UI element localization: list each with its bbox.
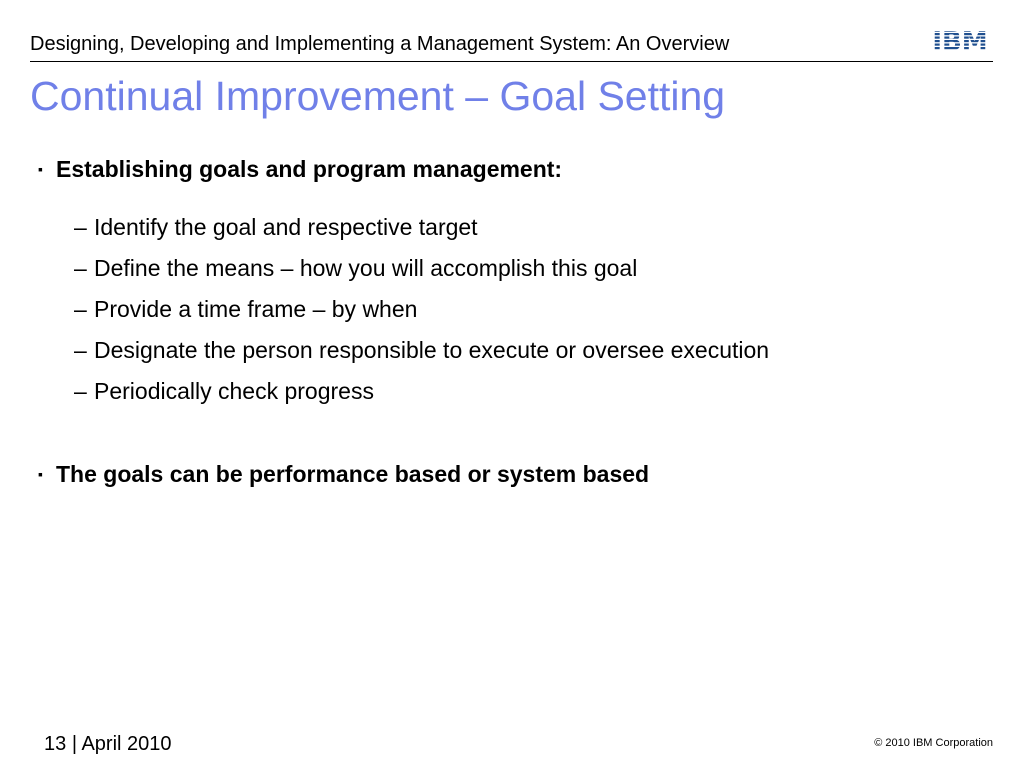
bullet-goals-types <box>38 460 649 488</box>
bullet-text: Establishing goals and program management: <box>56 156 563 182</box>
square-bullet-icon: ▪ <box>38 466 43 482</box>
sub-bullet-item <box>74 377 769 418</box>
sub-bullet-text: Periodically check progress <box>94 378 374 404</box>
sub-bullet-text: Provide a time frame – by when <box>94 296 418 322</box>
sub-bullet-item <box>74 295 769 336</box>
sub-bullet-item <box>74 336 769 377</box>
footer-separator: | <box>71 733 78 755</box>
dash-bullet-icon: – <box>74 255 87 281</box>
dash-bullet-icon: – <box>74 296 87 322</box>
sub-bullet-text: Define the means – how you will accomplish this goal <box>94 255 638 281</box>
sub-bullet-list <box>74 213 769 418</box>
sub-bullet-text: Identify the goal and respective target <box>94 214 478 240</box>
dash-bullet-icon: – <box>74 337 87 363</box>
sub-bullet-item <box>74 254 769 295</box>
ibm-logo-fill <box>926 26 994 54</box>
bullet-text: The goals can be performance based or system based <box>56 461 650 487</box>
square-bullet-icon: ▪ <box>38 161 43 177</box>
footer-date: April 2010 <box>81 733 172 755</box>
page-number: 13 <box>44 733 67 755</box>
dash-bullet-icon: – <box>74 378 87 404</box>
presentation-title: Designing, Developing and Implementing a Management System: An Overview <box>30 33 730 55</box>
dash-bullet-icon: – <box>74 214 87 240</box>
sub-bullet-item <box>74 213 769 254</box>
ibm-logo <box>926 26 994 54</box>
sub-bullet-text: Designate the person responsible to execute or oversee execution <box>94 337 770 363</box>
slide-title: Continual Improvement – Goal Setting <box>30 73 726 119</box>
copyright: © 2010 IBM Corporation <box>874 737 993 749</box>
footer-page-info <box>44 732 172 756</box>
bullet-establishing-goals <box>38 155 562 183</box>
header-divider <box>30 61 993 62</box>
